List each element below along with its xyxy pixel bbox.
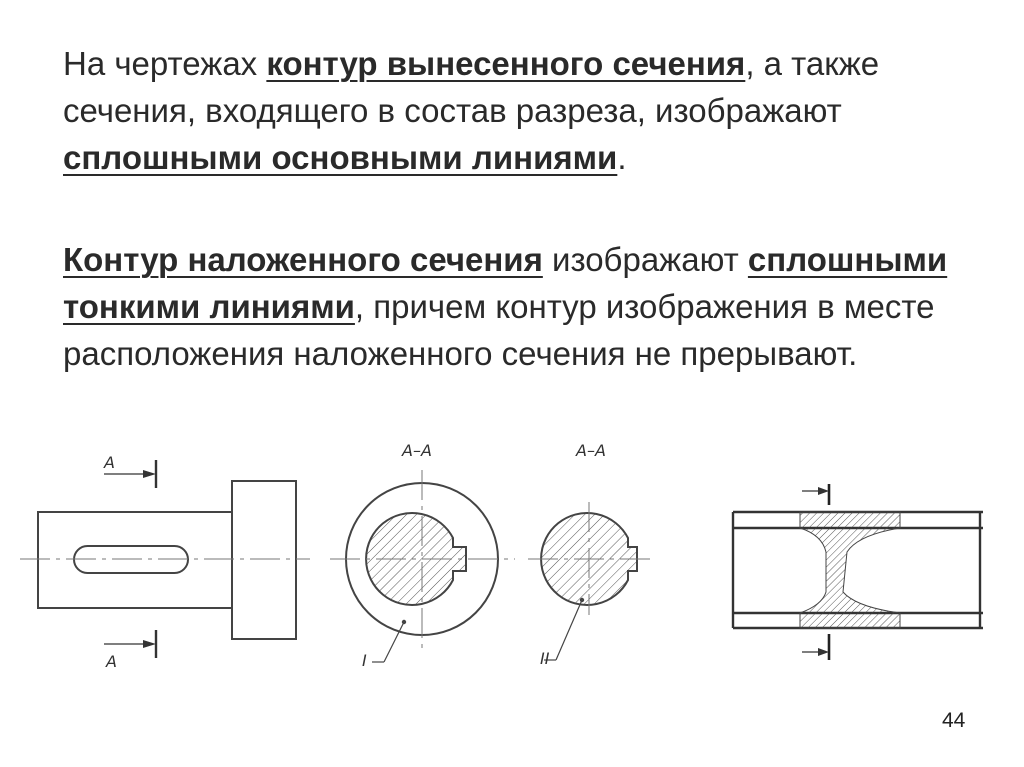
text: . <box>617 139 627 176</box>
callout-roman-2: II <box>540 649 550 668</box>
cut-label-a-bottom: А <box>106 652 117 671</box>
text: изображают <box>542 241 748 278</box>
text: На чертежах <box>63 45 267 82</box>
page-number: 44 <box>942 709 966 732</box>
section-ii <box>528 502 652 660</box>
section-label-aa-1: А–А <box>402 441 432 460</box>
text: , причем контур изображения в месте расположения наложенного сечения не прерывают. <box>63 288 935 372</box>
callout-roman-1: I <box>362 651 367 670</box>
section-i <box>330 470 515 662</box>
paragraph-extracted-section <box>63 40 983 181</box>
superimposed-i-beam-section <box>733 484 983 660</box>
term-superimposed-section-contour: Контур наложенного сечения <box>63 241 543 278</box>
text: , а также сечения, входящего в состав разреза, изображают <box>63 45 880 129</box>
term-solid-thin-lines: сплошными тонкими линиями <box>63 241 948 325</box>
term-extracted-section-contour: контур вынесенного сечения <box>266 45 746 82</box>
section-label-aa-2: А–А <box>576 441 606 460</box>
term-solid-main-lines: сплошными основными линиями <box>63 139 618 176</box>
cut-label-a-top: А <box>104 453 115 472</box>
paragraph-superimposed-section <box>63 236 983 377</box>
shaft-side-view <box>20 460 310 658</box>
technical-drawing <box>0 430 1024 690</box>
